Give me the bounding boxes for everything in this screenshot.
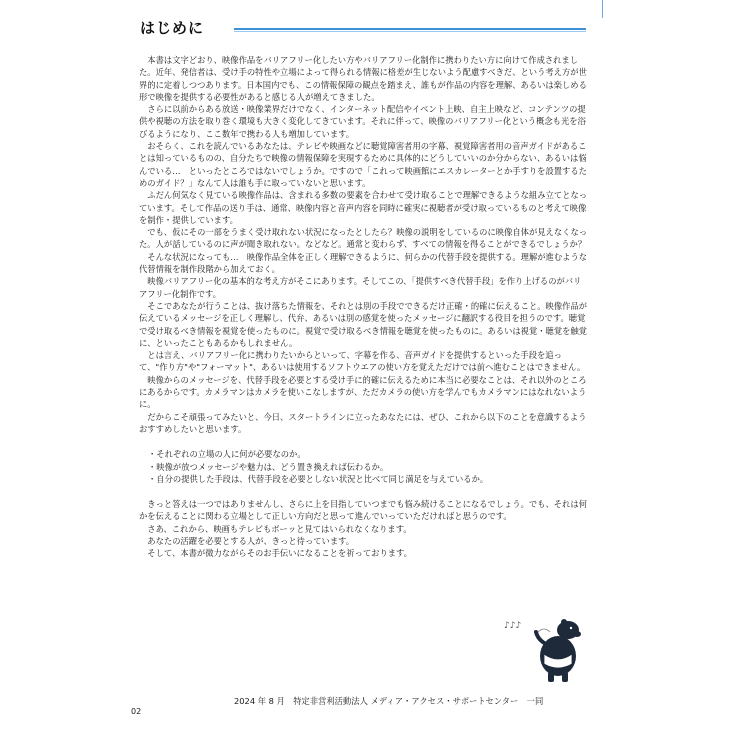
paragraph: でも、仮にその一部をうまく受け取れない状況になったとしたら？映像の説明をしているのに映像自体が見えなくなった。人が話しているのに声が聞き取れない。などなど。通常と変わらず、すべての情報を得ることができるでしょうか？ bbox=[139, 227, 588, 250]
paragraph: とは言え、バリアフリー化に携わりたいからといって、字幕を作る、音声ガイドを提供するといった手段を追って、"作り方"や"フォーマット"、あるいは使用するソフトウエアの使い方を覚えただけでは前へ進むことはできません。 bbox=[139, 350, 586, 373]
paragraph: 映像からのメッセージを、代替手段を必要とする受け手に的確に伝えるために本当に必要なことは、それ以外のところにあるからです。カメラマンはカメラを使いこなしますが、ただカメラの使い方を学んでもカメラマンにはなれないように。 bbox=[139, 374, 587, 410]
list-item: ・それぞれの立場の人に何が必要なのか。 bbox=[148, 449, 306, 460]
list-item: ・自分の提供した手段は、代替手段を必要としない状況と比べて同じ満足を与えているか。 bbox=[148, 473, 489, 484]
tapir-mascot-icon bbox=[498, 606, 598, 686]
paragraph: そんな状況になっても… 映像作品全体を正しく理解できるように、何らかの代替手段を提供する。理解が進むような代替情報を制作段階から加えておく。 bbox=[139, 251, 588, 275]
body-text bbox=[139, 54, 589, 560]
closing-line: あなたの活躍を必要とする人が、きっと待っています。 bbox=[147, 535, 355, 546]
closing-paragraph: きっと答えは一つではありませんし、さらに上を目指していつまでも悩み続けることになるでしょう。でも、それは何かを伝えることに関わる立場として正しい方向だと思って進んでいっていただければと思うのです。 bbox=[139, 499, 587, 522]
paragraph: 映像バリアフリー化の基本的な考え方がそこにあります。そしてこの、「提供すべき代替手段」を作り上げるのがバリアフリー化制作です。 bbox=[139, 276, 582, 299]
paragraph: おそらく、これを読んでいるあなたは、テレビや映画などに聴覚障害者用の字幕、視覚障害者用の音声ガイドがあることは知っているものの、自分たちで映像の情報保障を実現するために具体的にどうしていいのか分からない、あるいは悩んでいる… といったところではないでしょうか。ですので「これって映画館にエスカレーターとか手すりを設置するためのガイド？」なんて人は誰も手に取っていないと思います。 bbox=[139, 141, 587, 188]
page-edge-line bbox=[602, 0, 603, 18]
paragraph: さらに以前からある放送・映像業界だけでなく、インターネット配信やイベント上映、自主上映など、コンテンツの提供や視聴の方法を取り巻く環境も大きく変化してきています。それに伴って、映像のバリアフリー化という概念も光を浴びるようになり、ここ数年で携わる人も増加しています。 bbox=[139, 104, 586, 139]
paragraph: ふだん何気なく見ている映像作品は、含まれる多数の要素を合わせて受け取ることで理解できるような組み立てとなっています。そして作品の送り手は、通常、映像内容と音声内容を同時に確実に視聴者が受け取っているものと考えて映像を制作・提供しています。 bbox=[139, 190, 588, 225]
title-underline-light bbox=[234, 31, 586, 32]
paragraph: だからこそ頑張ってみたいと、今日、スタートラインに立ったあなたには、ぜひ、これから以下のことを意識するようおすすめしたいと思います。 bbox=[139, 411, 587, 434]
title-underline bbox=[234, 28, 586, 30]
music-notes-icon: ♪♪♪ bbox=[504, 621, 522, 631]
section-header bbox=[140, 17, 586, 47]
list-item: ・映像が放つメッセージや魅力は、どう置き換えれば伝わるか。 bbox=[148, 461, 389, 472]
paragraph: 本書は文字どおり、映像作品をバリアフリー化したい方やバリアフリー化制作に携わりたい方に向けて作成されました。近年、発信者は、受け手の特性や立場によって得られる情報に格差が生じないよう配慮すべきだ、という考え方が世界的に定着しつつあります。日本国内でも、この情報保障の観点を踏まえ、誰もが作品の内容を理解、あるいは楽しめる形で映像を提供する必要性があると感じる人が増えてきました。 bbox=[139, 55, 587, 102]
paragraph: そこであなたが行うことは、抜け落ちた情報を、それとは別の手段でできるだけ正確・的確に伝えること。映像作品が伝えているメッセージを正しく理解し、代弁、あるいは別の感覚を使ったメッセージに翻訳する役目を担うのです。聴覚で受け取るべき情報を視覚を使ったものに。視覚で受け取るべき情報を聴覚を使ったものに。あるいは視覚・聴覚を触覚に、といったこともあるかもしれません。 bbox=[139, 300, 588, 348]
closing-line: そして、本書が微力ながらそのお手伝いになることを祈っております。 bbox=[147, 548, 412, 559]
signoff: 2024 年 8 月 特定非営利活動法人 メディア・アクセス・サポートセンター 一同 bbox=[234, 696, 544, 706]
closing-paragraph: さあ、これから、映画もテレビもボーッと見てはいられなくなります。 bbox=[147, 523, 412, 534]
bullet-list bbox=[139, 448, 589, 485]
page-title: はじめに bbox=[140, 19, 205, 37]
page-number: 02 bbox=[131, 707, 142, 716]
